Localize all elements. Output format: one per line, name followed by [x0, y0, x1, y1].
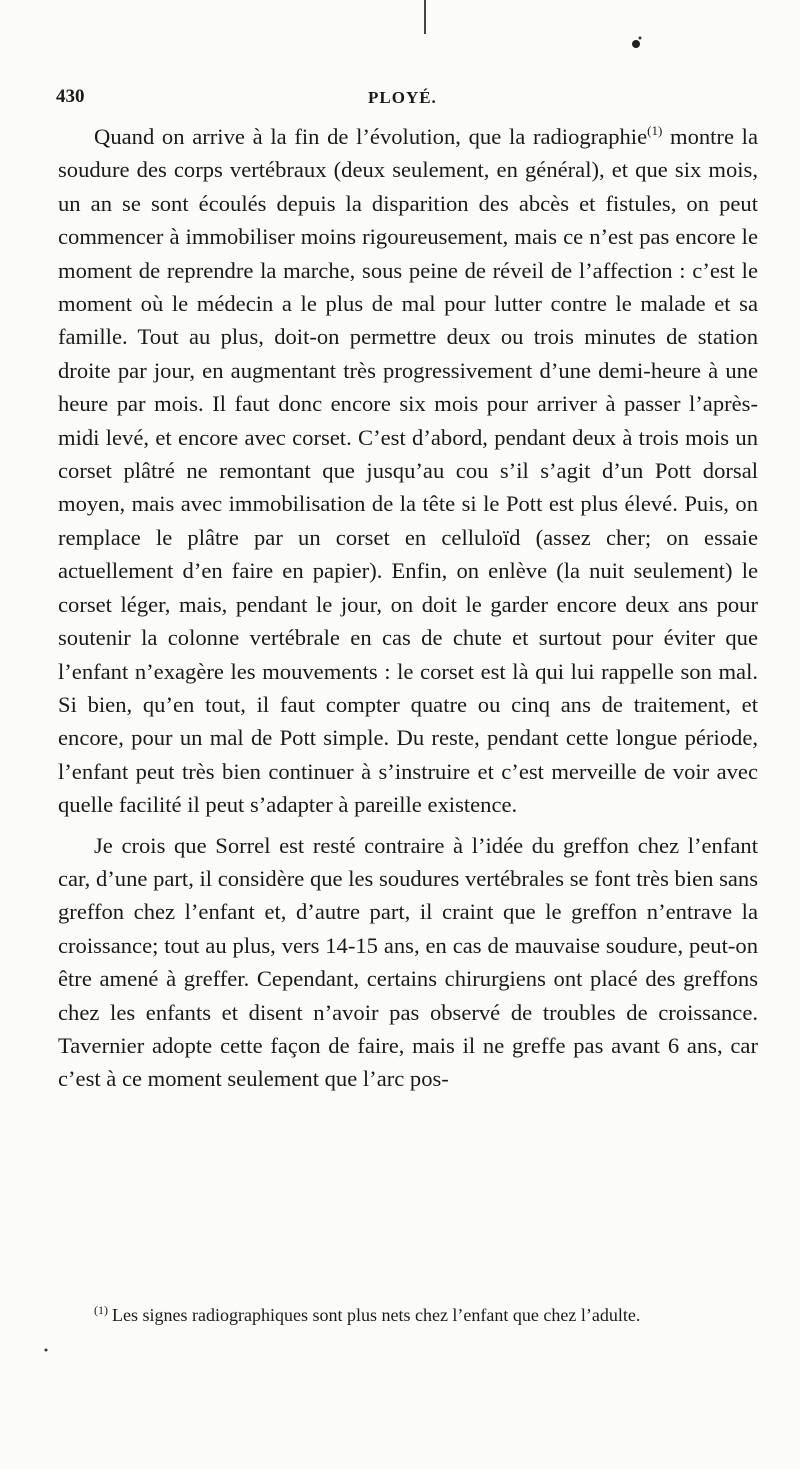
footnote — [58, 1300, 758, 1330]
paragraph: Je crois que Sorrel est resté contraire à l’idée du greffon chez l’enfant car, d’une part, il considère que les soudures vertébrales se font très bien sans greffon chez l’enfant et, d’autre part, il craint que le greffon n’entrave la croissance; tout au plus, vers 14-15 ans, en cas de mauvaise soudure, peut-on être amené à greffer. Cependant, certains chirurgiens ont placé des greffons chez les enfants et disent n’avoir pas observé de troubles de croissance. Tavernier adopte cette façon de faire, mais il ne greffe pas avant 6 ans, car c’est à ce moment seulement que l’arc pos- — [58, 832, 758, 1092]
paragraph — [58, 120, 758, 822]
footnote-marker: (1) — [94, 1303, 108, 1317]
page-header — [56, 86, 756, 116]
page-number: 430 — [56, 86, 85, 107]
footnote-paragraph — [58, 1300, 758, 1330]
paragraph-text: Quand on arrive à la fin de l’évolution, que la radiographie — [94, 124, 648, 149]
body-text — [58, 120, 758, 1096]
footnote-reference: (1) — [647, 123, 663, 138]
running-head: PLOYÉ. — [368, 88, 437, 107]
paragraph-text: montre la soudure des corps vertébraux (deux seulement, en général), et que six mois, un an se sont écoulés depuis la disparition des abcès et fistules, on peut commencer à immobiliser moins rigoureusement, mais ce n’est pas encore le moment de reprendre la marche, sous peine de réveil de l’affection : c’est le moment où le médecin a le plus de mal pour lutter contre le malade et sa famille. Tout au plus, doit-on permettre deux ou trois minutes de station droite par jour, en augmentant très progressivement d’une demi-heure à une heure par mois. Il faut donc encore six mois pour arriver à passer l’après-midi levé, et encore avec corset. C’est d’abord, pendant deux à trois mois un corset plâtré ne remontant que jusqu’au cou s’il s’agit d’un Pott dorsal moyen, mais avec immobilisation de la tête si le Pott est plus élevé. Puis, on remplace le plâtre par un corset en celluloïd (assez cher; on essaie actuellement d’en faire en papier). Enfin, on enlève (la nuit seulement) le corset léger, mais, pendant le jour, on doit le garder encore deux ans pour soutenir la colonne vertébrale en cas de chute et surtout pour éviter que l’enfant n’exagère les mouvements : le corset est là qui lui rappelle son mal. Si bien, qu’en tout, il faut compter quatre ou cinq ans de traitement, et encore, pour un mal de Pott simple. Du reste, pendant cette longue période, l’enfant peut très bien continuer à s’instruire et c’est merveille de voir avec quelle facilité il peut s’adapter à pareille existence. — [58, 124, 758, 818]
footnote-text: Les signes radiographiques sont plus nets chez l’enfant que chez l’adulte. — [112, 1305, 641, 1325]
